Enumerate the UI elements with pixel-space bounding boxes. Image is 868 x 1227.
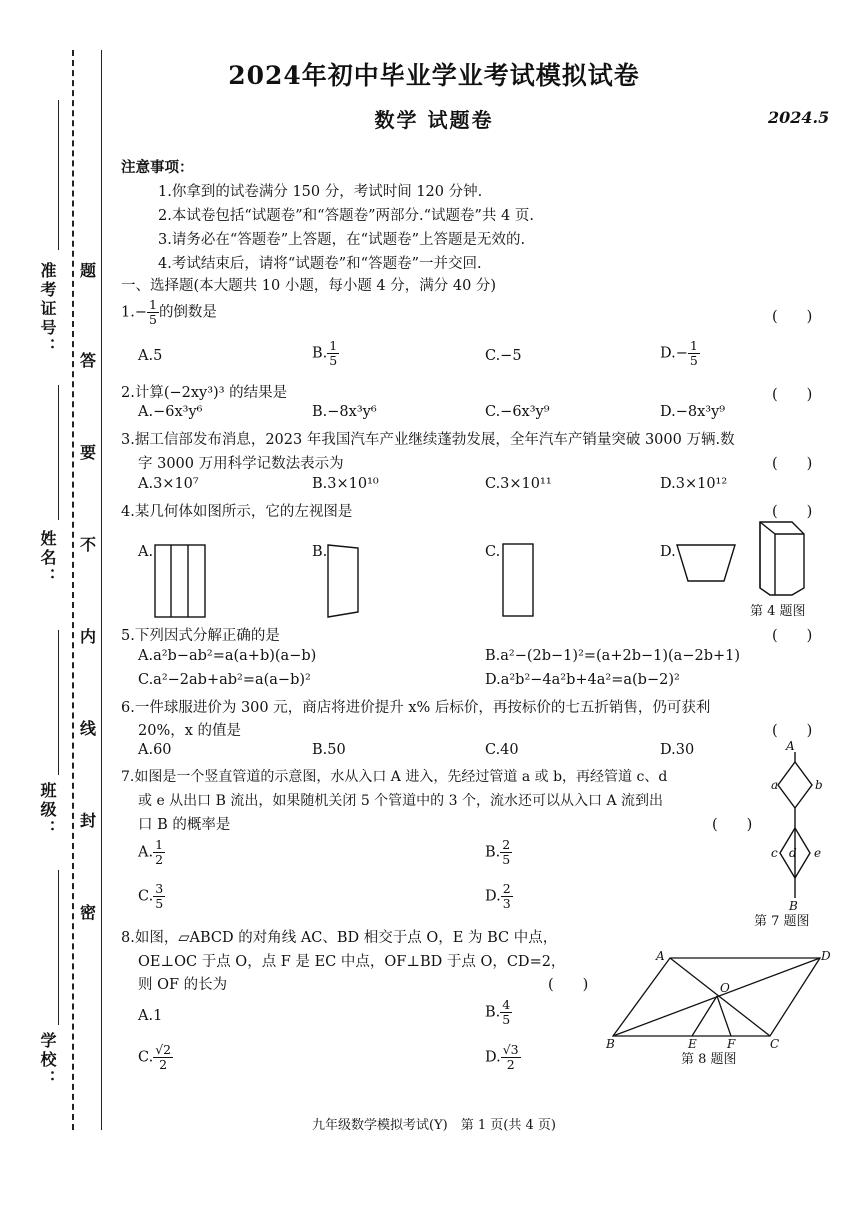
answer-paren: ( ) (772, 628, 813, 644)
q6-option-d: D.30 (660, 742, 695, 758)
q1-option-c: C.−5 (485, 348, 522, 364)
q3-option-c: C.3×10¹¹ (485, 476, 552, 492)
class-label: 班级： (38, 782, 57, 839)
q3-option-b: B.3×10¹⁰ (312, 476, 379, 492)
q4-option-b-label: B. (312, 544, 328, 560)
question-2-stem: 2.计算(−2xy³)³ 的结果是 (121, 385, 288, 401)
q7-label-exit-b: B (789, 899, 798, 913)
seal-char: 不 (80, 535, 97, 554)
q7-label-entry-a: A (786, 739, 795, 753)
q8-option-a: A.1 (138, 1008, 163, 1024)
seal-char: 封 (80, 811, 97, 830)
q4-option-c-label: C. (485, 544, 501, 560)
question-7-line1: 7.如图是一个竖直管道的示意图，水从入口 A 进入，先经过管道 a 或 b，再经管道 c、d (121, 769, 668, 785)
q8-option-c: C. $\frac{√2}{2}$ (138, 1042, 172, 1072)
answer-paren: ( ) (772, 723, 813, 739)
note-item: 4.考试结束后，请将“试题卷”和“答题卷”一并交回. (158, 256, 482, 272)
q6-option-b: B.50 (312, 742, 346, 758)
note-item: 1.你拿到的试卷满分 150 分，考试时间 120 分钟. (158, 184, 483, 200)
q5-option-b: B.a²−(2b−1)²=(a+2b−1)(a−2b+1) (485, 648, 741, 664)
q6-option-c: C.40 (485, 742, 519, 758)
page-footer: 九年级数学模拟考试(Y) 第 1 页(共 4 页) (312, 1118, 556, 1133)
q7-option-b: B. $\frac{2}{5}$ (485, 837, 511, 867)
question-7-line2: 或 e 从出口 B 流出，如果随机关闭 5 个管道中的 3 个，流水还可以从入口 A 流到出 (138, 793, 663, 809)
seal-char: 线 (80, 719, 97, 738)
question-8-line1: 8.如图，▱ABCD 的对角线 AC、BD 相交于点 O，E 为 BC 中点， (121, 930, 558, 946)
seal-char: 题 (80, 261, 97, 280)
q8-label-a: A (656, 949, 665, 963)
q8-label-d: D (821, 949, 831, 963)
q7-label-pipe-a: a (771, 778, 779, 792)
school-label: 学校： (38, 1032, 57, 1089)
q3-option-d: D.3×10¹² (660, 476, 728, 492)
q5-option-a: A.a²b−ab²=a(a+b)(a−b) (138, 648, 317, 664)
question-6-line2: 20%，x 的值是 (138, 723, 242, 739)
q7-label-pipe-b: b (815, 778, 823, 792)
q4-caption: 第 4 题图 (750, 604, 806, 619)
note-item: 2.本试卷包括“试题卷”和“答题卷”两部分.“试题卷”共 4 页. (158, 208, 534, 224)
page-subtitle: 数学 试题卷 (374, 108, 494, 132)
notes-heading: 注意事项： (121, 159, 194, 176)
note-item: 3.请务必在“答题卷”上答题，在“试题卷”上答题是无效的. (158, 232, 526, 248)
q8-label-e: E (688, 1037, 697, 1051)
q6-option-a: A.60 (138, 742, 172, 758)
exam-date: 2024.5 (768, 108, 830, 127)
q7-option-c: C. $\frac{3}{5}$ (138, 881, 164, 911)
q7-caption: 第 7 题图 (754, 914, 810, 929)
q5-option-c: C.a²−2ab+ab²=a(a−b)² (138, 672, 311, 688)
name-label: 姓名： (38, 530, 57, 587)
q5-option-d: D.a²b²−4a²b+4a²=a(b−2)² (485, 672, 680, 688)
q3-option-a: A.3×10⁷ (138, 476, 199, 492)
seal-char: 内 (80, 627, 97, 646)
question-5-stem: 5.下列因式分解正确的是 (121, 628, 280, 644)
q2-option-d: D.−8x³y⁹ (660, 404, 726, 420)
question-8-line3: 则 OF 的长为 (138, 977, 228, 993)
question-7-line3: 口 B 的概率是 (138, 817, 231, 833)
answer-paren: ( ) (712, 817, 753, 833)
q7-option-d: D. $\frac{2}{3}$ (485, 881, 511, 911)
question-6-line1: 6.一件球服进价为 300 元，商店将进价提升 x% 后标价，再按标价的七五折销售，仍可获利 (121, 700, 711, 716)
question-3-line2: 字 3000 万用科学记数法表示为 (138, 456, 344, 472)
q8-option-b: B. $\frac{4}{5}$ (485, 997, 511, 1027)
q2-option-a: A.−6x³y⁶ (138, 404, 203, 420)
q7-option-a: A. $\frac{1}{2}$ (138, 837, 164, 867)
q7-label-pipe-d: d (789, 846, 797, 860)
q8-caption: 第 8 题图 (681, 1052, 737, 1067)
q8-label-f: F (727, 1037, 736, 1051)
q1-option-a: A.5 (138, 348, 163, 364)
q7-label-pipe-c: c (771, 846, 778, 860)
q2-option-c: C.−6x³y⁹ (485, 404, 550, 420)
q8-label-o: O (720, 981, 730, 995)
q4-option-d-label: D. (660, 544, 676, 560)
question-3-line1: 3.据工信部发布消息，2023 年我国汽车产业继续蓬勃发展，全年汽车产销量突破 3000 万辆.数 (121, 432, 735, 448)
q8-option-d: D. $\frac{√3}{2}$ (485, 1042, 519, 1072)
q7-label-pipe-e: e (814, 846, 822, 860)
question-1-stem: 1.− $\frac{1}{5}$ 的倒数是 (121, 297, 217, 327)
seal-char: 密 (80, 903, 97, 922)
q1-option-d: D.− $\frac{1}{5}$ (660, 338, 698, 368)
seal-char: 要 (80, 443, 97, 462)
answer-paren: ( ) (772, 387, 813, 403)
seal-char: 答 (80, 351, 97, 370)
answer-paren: ( ) (772, 504, 813, 520)
answer-paren: ( ) (772, 456, 813, 472)
answer-paren: ( ) (548, 977, 589, 993)
q1-option-b: B. $\frac{1}{5}$ (312, 338, 338, 368)
q4-option-a-label: A. (138, 544, 154, 560)
section-heading: 一、选择题(本大题共 10 小题，每小题 4 分，满分 40 分) (121, 278, 497, 294)
question-8-line2: OE⊥OC 于点 O，点 F 是 EC 中点，OF⊥BD 于点 O，CD=2， (138, 954, 566, 970)
q8-label-c: C (770, 1037, 780, 1051)
exam-no-label: 准考证号： (38, 262, 57, 357)
answer-paren: ( ) (772, 309, 813, 325)
q2-option-b: B.−8x³y⁶ (312, 404, 377, 420)
q8-label-b: B (606, 1037, 615, 1051)
page-title: 2024年初中毕业学业考试模拟试卷 (228, 61, 640, 90)
question-4-stem: 4.某几何体如图所示，它的左视图是 (121, 504, 353, 520)
